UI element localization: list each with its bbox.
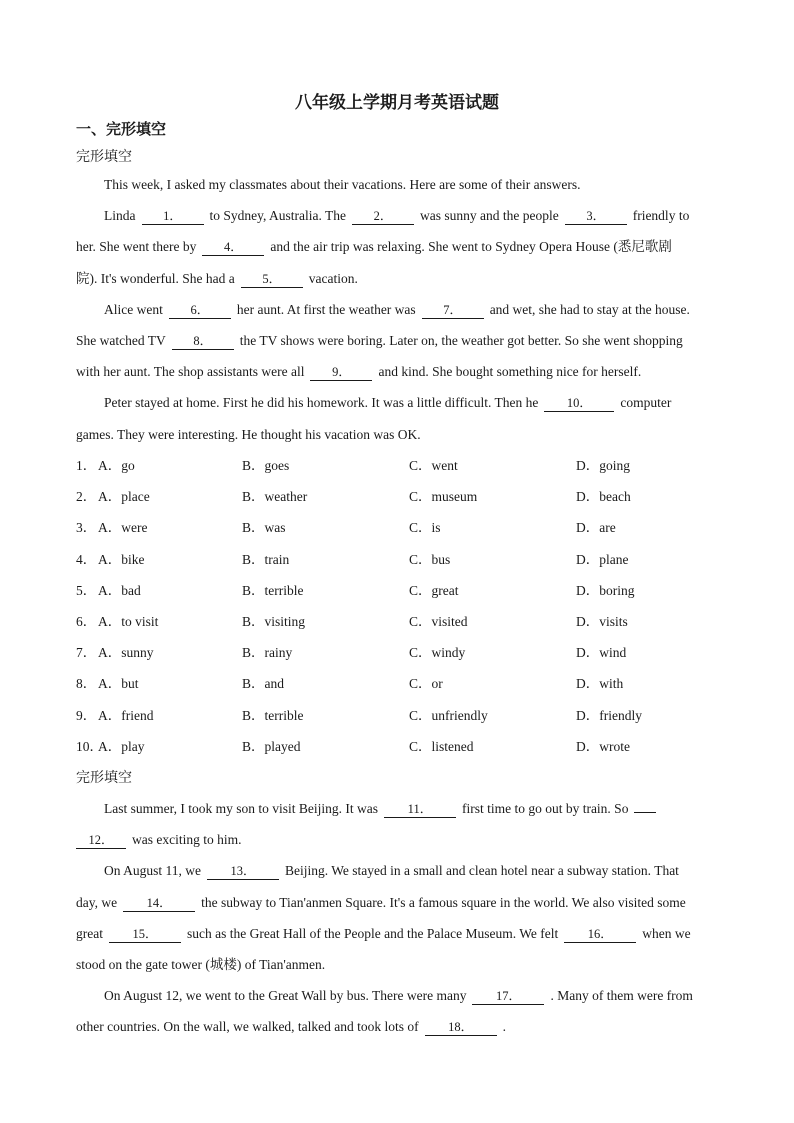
blank-8[interactable]: 8．	[172, 333, 234, 350]
option-a[interactable]: A．bad	[98, 582, 141, 598]
question-row	[76, 519, 716, 537]
text: such as the Great Hall of the People and the Palace Museum. We felt	[186, 926, 559, 941]
paragraph-line	[76, 925, 691, 943]
option-d[interactable]: D．boring	[576, 582, 635, 598]
option-b[interactable]: B．was	[242, 520, 286, 536]
paragraph-line	[76, 426, 421, 444]
question-number: 8．	[76, 676, 97, 692]
option-a[interactable]: A．go	[98, 458, 135, 473]
paragraph-line	[104, 987, 693, 1005]
blank-6[interactable]: 6．	[169, 302, 231, 319]
question-number: 6．	[76, 614, 97, 629]
question-row	[76, 488, 716, 506]
option-d[interactable]: D．wrote	[576, 738, 630, 754]
text: Peter stayed at home. First he did his homework. It was a little difficult. Then he	[104, 395, 539, 410]
page-title: 八年级上学期月考英语试题	[295, 93, 499, 113]
paragraph-line	[76, 332, 683, 350]
option-b[interactable]: B．visiting	[242, 614, 306, 629]
text: Last summer, I took my son to visit Beijing. It was	[104, 801, 378, 816]
question-number: 9．	[76, 707, 97, 723]
option-a[interactable]: A．play	[98, 738, 145, 754]
question-row	[76, 613, 716, 631]
paragraph-line	[104, 800, 656, 818]
option-d[interactable]: D．beach	[576, 489, 631, 505]
blank-12[interactable]: 12．	[76, 832, 126, 849]
option-d[interactable]: D．visits	[576, 614, 628, 629]
text: games. They were interesting. He thought his vacation was OK.	[76, 427, 421, 442]
option-c[interactable]: C．visited	[409, 614, 468, 629]
text: when we	[642, 926, 691, 941]
text: She watched TV	[76, 333, 166, 348]
paragraph-line	[76, 270, 358, 288]
paragraph-line	[104, 207, 689, 225]
question-number: 1．	[76, 458, 97, 473]
paragraph-line	[104, 176, 580, 194]
option-a[interactable]: A．bike	[98, 551, 145, 567]
question-row	[76, 738, 716, 756]
option-a[interactable]: A．but	[98, 676, 139, 692]
blank-17[interactable]: 17．	[472, 988, 544, 1005]
blank-15[interactable]: 15．	[109, 926, 181, 943]
blank-2[interactable]: 2．	[352, 208, 414, 225]
paragraph-line	[76, 956, 325, 974]
question-row	[76, 582, 716, 600]
text: . Many of them were from	[550, 988, 693, 1003]
text: On August 11, we	[104, 863, 201, 878]
option-a[interactable]: A．sunny	[98, 645, 154, 661]
option-c[interactable]: C．museum	[409, 489, 478, 505]
option-b[interactable]: B．train	[242, 551, 290, 567]
option-b[interactable]: B．rainy	[242, 645, 293, 661]
text: the subway to Tian'anmen Square. It's a famous square in the world. We also visited some	[201, 895, 686, 910]
blank-7[interactable]: 7．	[422, 302, 484, 319]
option-c[interactable]: C．unfriendly	[409, 707, 488, 723]
option-c[interactable]: C．or	[409, 676, 443, 692]
option-c[interactable]: C．great	[409, 582, 459, 598]
text: was sunny and the people	[419, 208, 559, 223]
option-d[interactable]: D．friendly	[576, 707, 642, 723]
blank-18[interactable]: 18．	[425, 1019, 497, 1036]
text: day, we	[76, 895, 118, 910]
paragraph-line	[104, 394, 671, 412]
blank-11[interactable]: 11．	[384, 801, 456, 818]
text: stood on the gate tower (城楼) of Tian'anmen.	[76, 957, 326, 972]
option-c[interactable]: C．windy	[409, 645, 466, 661]
text: was exciting to him.	[132, 832, 242, 847]
text: This week, I asked my classmates about their vacations. Here are some of their answers.	[104, 177, 581, 192]
passage-label: 完形填空	[76, 149, 132, 165]
option-d[interactable]: D．with	[576, 676, 624, 692]
option-c[interactable]: C．listened	[409, 738, 474, 754]
option-b[interactable]: B．weather	[242, 489, 308, 505]
text: On August 12, we went to the Great Wall by bus. There were many	[104, 988, 467, 1003]
option-a[interactable]: A．to visit	[98, 614, 159, 629]
paragraph-line	[76, 238, 672, 256]
question-number: 2．	[76, 489, 97, 505]
text: and kind. She bought something nice for herself.	[378, 364, 642, 379]
blank-1[interactable]: 1．	[142, 208, 204, 225]
paragraph-line	[76, 1018, 506, 1036]
text: and wet, she had to stay at the house.	[489, 302, 690, 317]
option-b[interactable]: B．terrible	[242, 707, 304, 723]
passage-label: 完形填空	[76, 770, 132, 786]
text: Linda	[104, 208, 136, 223]
question-row	[76, 457, 716, 475]
text: computer	[620, 395, 672, 410]
option-c[interactable]: C．went	[409, 458, 458, 473]
text: the TV shows were boring. Later on, the weather got better. So she went shopping	[239, 333, 683, 348]
paragraph-line	[104, 862, 679, 880]
blank-12-start[interactable]	[634, 812, 656, 813]
blank-10[interactable]: 10．	[544, 395, 614, 412]
text: vacation.	[308, 271, 358, 286]
blank-4[interactable]: 4．	[202, 239, 264, 256]
text: Alice went	[104, 302, 163, 317]
option-a[interactable]: A．place	[98, 489, 150, 505]
blank-13[interactable]: 13．	[207, 863, 279, 880]
paragraph-line	[76, 894, 686, 912]
option-d[interactable]: D．going	[576, 458, 630, 473]
text: .	[502, 1019, 507, 1034]
option-b[interactable]: B．and	[242, 676, 284, 692]
option-d[interactable]: D．are	[576, 520, 616, 536]
question-number: 3．	[76, 520, 97, 536]
text: and the air trip was relaxing. She went to Sydney Opera House (悉尼歌剧	[270, 239, 672, 254]
blank-3[interactable]: 3．	[565, 208, 627, 225]
question-number: 10．	[76, 738, 103, 754]
option-c[interactable]: C．bus	[409, 551, 451, 567]
option-d[interactable]: D．plane	[576, 551, 629, 567]
section-heading: 一、完形填空	[76, 120, 167, 138]
text: friendly to	[632, 208, 690, 223]
option-c[interactable]: C．is	[409, 520, 441, 536]
option-b[interactable]: B．goes	[242, 458, 290, 473]
blank-16[interactable]: 16．	[564, 926, 636, 943]
question-row	[76, 707, 716, 725]
question-row	[76, 551, 716, 569]
option-b[interactable]: B．terrible	[242, 582, 304, 598]
question-row	[76, 675, 716, 693]
text: to Sydney, Australia. The	[209, 208, 346, 223]
paragraph-line	[76, 831, 241, 849]
question-number: 7．	[76, 645, 97, 661]
question-row	[76, 644, 716, 662]
blank-5[interactable]: 5．	[241, 271, 303, 288]
option-b[interactable]: B．played	[242, 738, 301, 754]
text: her aunt. At first the weather was	[236, 302, 416, 317]
paragraph-line	[104, 301, 690, 319]
text: Beijing. We stayed in a small and clean hotel near a subway station. That	[285, 863, 679, 878]
option-a[interactable]: A．were	[98, 520, 148, 536]
text: other countries. On the wall, we walked, talked and took lots of	[76, 1019, 419, 1034]
blank-14[interactable]: 14．	[123, 895, 195, 912]
option-a[interactable]: A．friend	[98, 707, 154, 723]
text: great	[76, 926, 103, 941]
text: 院). It's wonderful. She had a	[76, 271, 235, 286]
question-number: 5．	[76, 582, 97, 598]
text: first time to go out by train. So	[461, 801, 629, 816]
paragraph-line	[76, 363, 641, 381]
option-d[interactable]: D．wind	[576, 645, 627, 661]
text: her. She went there by	[76, 239, 197, 254]
blank-9[interactable]: 9．	[310, 364, 372, 381]
text: with her aunt. The shop assistants were all	[76, 364, 305, 379]
question-number: 4．	[76, 551, 97, 567]
